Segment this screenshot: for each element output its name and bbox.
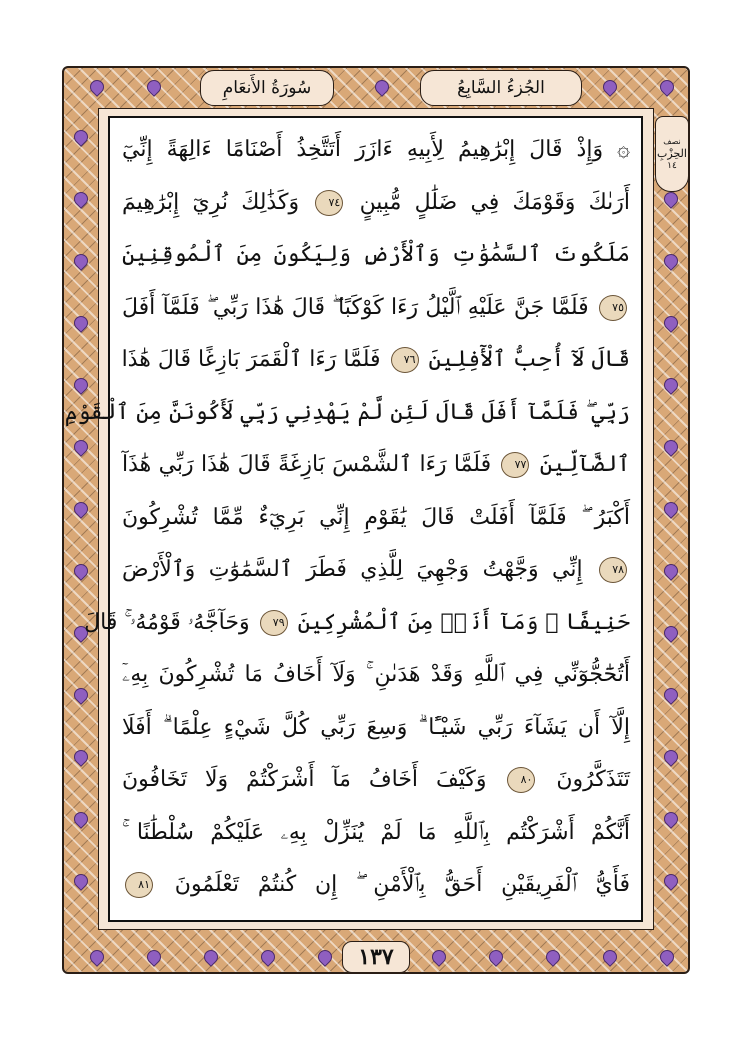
verse-text: أَنَّكُمْ أَشْرَكْتُم بِٱللَّهِ مَا لَمْ يُنَزِّلْ بِهِۦ عَلَيْكُمْ سُلْطَٰنًا ۚ (122, 819, 630, 845)
verse-text: قَالَ لَآ أُحِبُّ ٱلْأٓفِلِينَ (428, 347, 630, 372)
ayah-number-marker: ٧٦ (391, 347, 419, 373)
text-line (122, 282, 630, 335)
verse-text: ۞ وَإِذْ قَالَ إِبْرَٰهِيمُ لِأَبِيهِ ءَازَرَ أَتَتَّخِذُ أَصْنَامًا ءَالِهَةً إِنِّيٓ (122, 137, 630, 162)
verse-text: أَتُحَٰٓجُّوٓنِّي فِي ٱللَّهِ وَقَدْ هَدَىٰنِ ۚ وَلَآ أَخَافُ مَا تُشْرِكُونَ بِهِۦٓ (122, 662, 630, 687)
ayah-number-marker: ٨١ (125, 872, 153, 898)
verse-text: حَنِيفًا ۖ وَمَآ أَنَا۠ مِنَ ٱلْمُشْرِكِينَ (297, 609, 630, 635)
ayah-number-marker: ٨٠ (507, 767, 535, 793)
text-line (122, 544, 630, 597)
verse-text: ٱلضَّآلِّينَ (539, 452, 630, 477)
hizb-number: ١٤ (667, 160, 677, 171)
verse-text: أَكْبَرُ ۖ فَلَمَّآ أَفَلَتْ قَالَ يَٰقَوْمِ إِنِّي بَرِيٓءٌ مِّمَّا تُشْرِكُونَ (122, 504, 630, 530)
ayah-number-marker: ٧٨ (599, 557, 627, 583)
verse-text: أَرَىٰكَ وَقَوْمَكَ فِي ضَلَٰلٍ مُّبِينٍ (359, 189, 630, 215)
ayah-number-marker: ٧٥ (599, 295, 627, 321)
text-line (122, 807, 630, 860)
text-line (122, 859, 630, 912)
text-line (122, 439, 630, 492)
text-line (84, 597, 630, 650)
verse-text: فَلَمَّا رَءَا ٱلْقَمَرَ بَازِغًا قَالَ هَٰذَا (121, 347, 381, 372)
text-line (64, 387, 630, 440)
verse-text: تَتَذَكَّرُونَ (556, 767, 631, 792)
hizb-marker (655, 116, 689, 192)
ayah-number-marker: ٧٧ (501, 452, 529, 478)
verse-text: مَلَكُوتَ ٱلسَّمَٰوَٰتِ وَٱلْأَرْضِ وَلِيَكُونَ مِنَ ٱلْمُوقِنِينَ (122, 242, 630, 267)
hizb-label-main: الحِزْبِ (657, 146, 687, 160)
text-line (122, 177, 630, 230)
text-line (122, 754, 630, 807)
text-line (122, 702, 630, 755)
text-line (122, 124, 630, 177)
surah-name-cartouche (200, 70, 334, 106)
text-line (122, 229, 630, 282)
ayah-number-marker: ٧٩ (260, 610, 288, 636)
text-line (122, 334, 630, 387)
ayah-number-marker: ٧٤ (315, 190, 343, 216)
juz-name-cartouche (420, 70, 582, 106)
verse-text: وَكَيْفَ أَخَافُ مَآ أَشْرَكْتُمْ وَلَا تَخَافُونَ (122, 767, 487, 792)
verse-text: إِنِّي وَجَّهْتُ وَجْهِيَ لِلَّذِي فَطَرَ ٱلسَّمَٰوَٰتِ وَٱلْأَرْضَ (122, 557, 583, 582)
verse-text: فَلَمَّا جَنَّ عَلَيْهِ ٱلَّيْلُ رَءَا كَوْكَبًا ۖ قَالَ هَٰذَا رَبِّي ۖ فَلَمَّآ أَفَلَ (122, 294, 589, 320)
verse-text: وَحَآجَّهُۥ قَوْمُهُۥ ۚ قَالَ (84, 609, 250, 635)
verse-text: إِلَّآ أَن يَشَآءَ رَبِّي شَيْـًٔا ۗ وَسِعَ رَبِّي كُلَّ شَيْءٍ عِلْمًا ۗ أَفَلَا (122, 714, 630, 740)
verse-text: وَكَذَٰلِكَ نُرِيٓ إِبْرَٰهِيمَ (122, 189, 300, 215)
verse-text: فَلَمَّا رَءَا ٱلشَّمْسَ بَازِغَةً قَالَ هَٰذَا رَبِّي هَٰذَآ (122, 452, 492, 477)
verse-text: رَبِّي ۖ فَلَمَّآ أَفَلَ قَالَ لَئِن لَّمْ يَهْدِنِي رَبِّي لَأَكُونَنَّ مِنَ ٱلْقَوْمِ (64, 399, 630, 425)
hizb-label-top: نصف (663, 136, 681, 146)
quran-text-lines (64, 124, 631, 912)
page-number-cartouche (342, 941, 410, 973)
page-number: ١٣٧ (358, 944, 394, 970)
text-line (122, 492, 630, 545)
surah-name: سُورَةُ الأَنعَامِ (222, 78, 312, 98)
juz-name: الجُزءُ السَّابِعُ (457, 78, 545, 98)
text-line (122, 649, 630, 702)
verse-text: فَأَيُّ ٱلْفَرِيقَيْنِ أَحَقُّ بِٱلْأَمْنِ ۖ إِن كُنتُمْ تَعْلَمُونَ (174, 872, 631, 897)
